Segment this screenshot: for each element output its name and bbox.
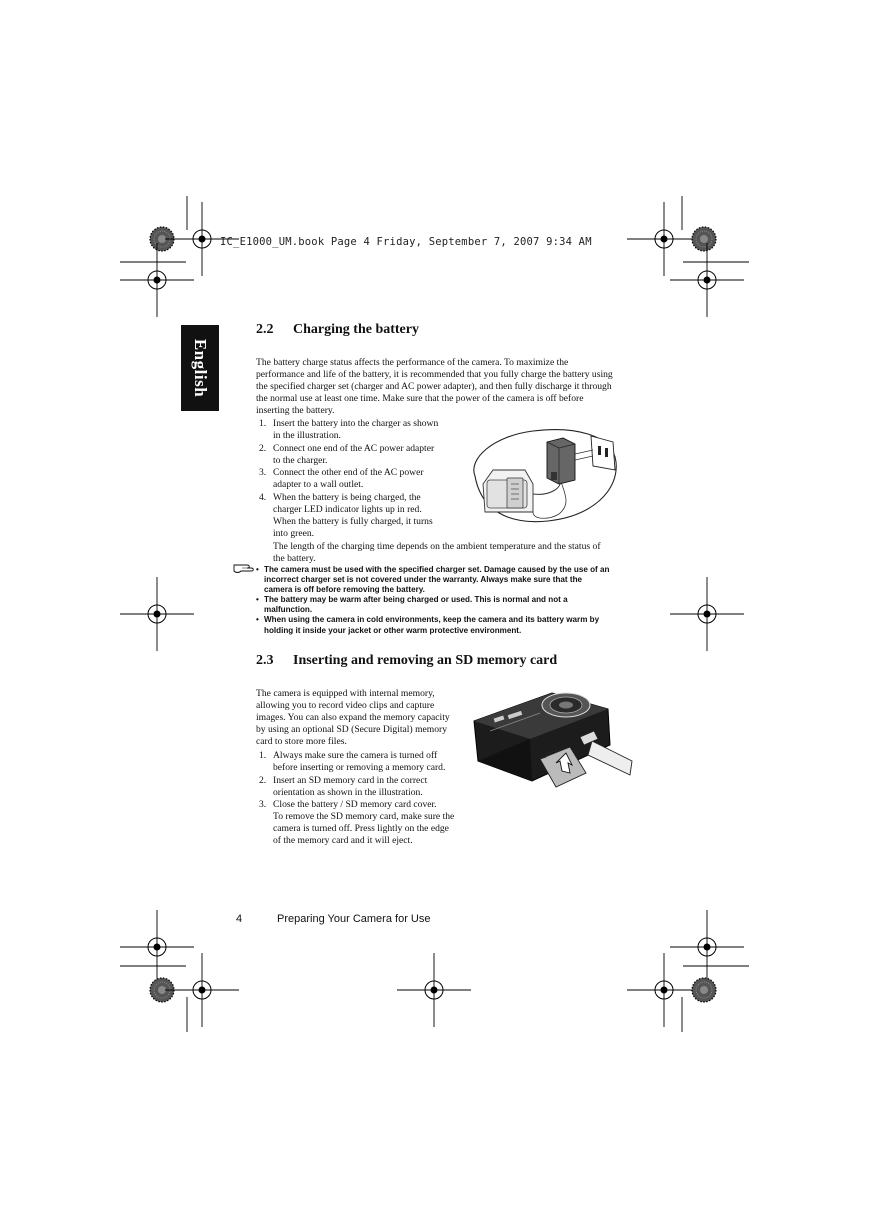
step-line: When the battery is being charged, the bbox=[273, 492, 421, 504]
list-item bbox=[256, 750, 476, 774]
register-target-bottom-center bbox=[397, 953, 471, 1027]
sd-card-intro bbox=[256, 688, 471, 748]
intro-line: performance and life of the battery, it is recommended that you fully charge the battery using bbox=[256, 369, 613, 381]
register-target-left-lower bbox=[120, 910, 194, 984]
register-target-right-middle bbox=[670, 577, 744, 651]
intro-line: by using an optional SD (Secure Digital) memory bbox=[256, 724, 448, 736]
charging-steps bbox=[256, 418, 476, 541]
note-line: The battery may be warm after being charged or used. This is normal and not a bbox=[264, 595, 568, 605]
intro-line: images. You can also expand the memory capacity bbox=[256, 712, 450, 724]
note-line: holding it inside your jacket or other warm protective environment. bbox=[264, 625, 522, 635]
hand-pointer-icon bbox=[233, 561, 255, 575]
section-title: Charging the battery bbox=[293, 322, 419, 337]
step-line: charger LED indicator lights up in red. bbox=[273, 504, 422, 516]
body-line: the battery. bbox=[273, 553, 316, 565]
note-line: malfunction. bbox=[264, 605, 313, 615]
sd-card-steps bbox=[256, 750, 476, 812]
intro-line: allowing you to record video clips and capture bbox=[256, 700, 435, 712]
list-item bbox=[256, 775, 476, 799]
section-heading-charging bbox=[256, 322, 419, 338]
step-line: adapter to a wall outlet. bbox=[273, 479, 364, 491]
list-item bbox=[256, 492, 476, 540]
list-item bbox=[256, 595, 636, 615]
intro-line: The battery charge status affects the performance of the camera. To maximize the bbox=[256, 357, 569, 368]
star-target-bottom-right bbox=[692, 978, 716, 1002]
sd-card-remove-note bbox=[273, 811, 483, 847]
intro-line: inserting the battery. bbox=[256, 405, 335, 417]
step-line: in the illustration. bbox=[273, 430, 341, 442]
star-target-top-right bbox=[692, 227, 716, 251]
step-number: 3. bbox=[259, 467, 267, 479]
register-target-bottom-right bbox=[627, 953, 701, 1027]
print-header: IC_E1000_UM.book Page 4 Friday, September 7, 2007 9:34 AM bbox=[220, 236, 592, 248]
list-item bbox=[256, 418, 476, 442]
body-line: The length of the charging time depends on the ambient temperature and the status of bbox=[273, 541, 601, 552]
section-number: 2.3 bbox=[256, 653, 274, 668]
step-number: 1. bbox=[259, 418, 267, 429]
language-tab bbox=[181, 325, 219, 411]
register-target-left-middle bbox=[120, 577, 194, 651]
note-line: The camera must be used with the specified charger set. Damage caused by the use of an bbox=[264, 565, 610, 574]
list-item bbox=[256, 615, 636, 635]
step-number: 1. bbox=[259, 750, 267, 761]
body-line: To remove the SD memory card, make sure the bbox=[273, 811, 455, 822]
step-number: 2. bbox=[259, 774, 267, 786]
warning-notes bbox=[256, 565, 636, 636]
register-target-left-upper bbox=[120, 243, 194, 317]
bullet-glyph: • bbox=[256, 595, 259, 605]
intro-line: card to store more files. bbox=[256, 736, 347, 748]
list-item bbox=[256, 443, 476, 467]
note-line: When using the camera in cold environments, keep the camera and its battery warm by bbox=[264, 615, 600, 625]
step-line: Connect the other end of the AC power bbox=[273, 467, 424, 479]
section-heading-sd-card bbox=[256, 653, 557, 669]
step-line: When the battery is fully charged, it turns bbox=[273, 516, 433, 528]
step-line: orientation as shown in the illustration. bbox=[273, 786, 423, 798]
list-item bbox=[256, 799, 476, 811]
note-line: incorrect charger set is not covered under the warranty. Always make sure that the bbox=[264, 575, 583, 585]
bullet-glyph: • bbox=[256, 565, 259, 574]
step-number: 2. bbox=[259, 442, 267, 454]
charging-intro bbox=[256, 357, 636, 417]
bullet-glyph: • bbox=[256, 615, 259, 625]
step-line: Connect one end of the AC power adapter bbox=[273, 442, 435, 454]
note-line: camera is off before removing the battery. bbox=[264, 585, 425, 595]
step-line: Insert an SD memory card in the correct bbox=[273, 774, 428, 786]
section-title: Inserting and removing an SD memory card bbox=[293, 653, 558, 668]
charger-illustration bbox=[463, 424, 621, 526]
chapter-title: Preparing Your Camera for Use bbox=[277, 913, 431, 925]
step-line: before inserting or removing a memory card. bbox=[273, 762, 446, 774]
language-tab-label: English bbox=[191, 338, 210, 398]
step-line: Always make sure the camera is turned off bbox=[273, 750, 438, 761]
step-line: Close the battery / SD memory card cover. bbox=[273, 799, 437, 811]
page-number: 4 bbox=[236, 913, 243, 925]
register-target-bottom-left bbox=[165, 953, 239, 1027]
intro-line: The camera is equipped with internal memory, bbox=[256, 688, 435, 699]
register-target-right-upper bbox=[670, 243, 744, 317]
section-number: 2.2 bbox=[256, 322, 274, 337]
register-target-top-right bbox=[627, 202, 701, 276]
step-number: 4. bbox=[259, 492, 267, 504]
step-line: Insert the battery into the charger as shown bbox=[273, 418, 439, 429]
list-item bbox=[256, 467, 476, 491]
camera-sd-illustration bbox=[470, 683, 635, 801]
intro-line: the normal use at least one time. Make sure that the power of the camera is off before bbox=[256, 393, 584, 405]
step-number: 3. bbox=[259, 799, 267, 811]
step-line: into green. bbox=[273, 528, 315, 540]
step-line: to the charger. bbox=[273, 454, 328, 466]
charging-time-note bbox=[273, 541, 643, 565]
body-line: camera is turned off. Press lightly on the edge bbox=[273, 823, 449, 835]
list-item bbox=[256, 565, 636, 595]
body-line: of the memory card and it will eject. bbox=[273, 835, 413, 847]
register-target-right-lower bbox=[670, 910, 744, 984]
intro-line: the specified charger set (charger and AC power adapter), and then fully discharge it through bbox=[256, 381, 612, 393]
